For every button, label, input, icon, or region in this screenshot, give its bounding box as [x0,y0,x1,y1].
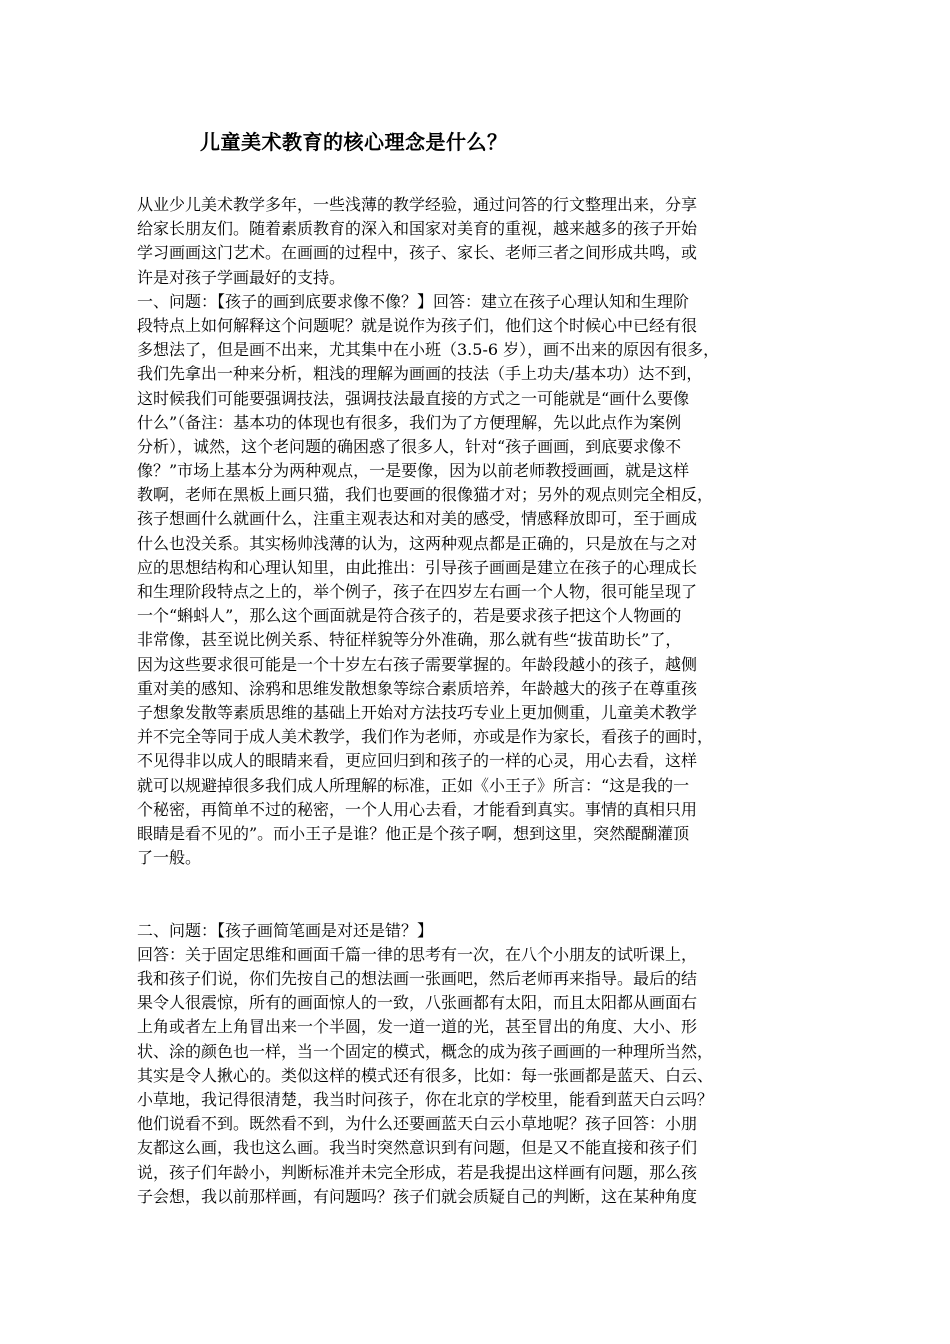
text-line: 多想法了，但是画不出来，尤其集中在小班（3.5-6 岁），画不出来的原因有很多， [137,340,720,360]
text-line: 孩子想画什么就画什么，注重主观表达和对美的感受，情感释放即可，至于画成 [137,509,698,529]
text-line: 二、问题：【孩子画简笔画是对还是错？】 [137,920,434,940]
text-line: 给家长朋友们。随着素质教育的深入和国家对美育的重视，越来越多的孩子开始 [137,219,698,239]
text-line: 眼睛是看不见的”。而小王子是谁？他正是个孩子啊，想到这里，突然醍醐灌顶 [137,823,690,843]
text-line: 重对美的感知、涂鸦和思维发散想象等综合素质培养，年龄越大的孩子在尊重孩 [137,678,698,698]
text-line: 个秘密，再简单不过的秘密，一个人用心去看，才能看到真实。事情的真相只用 [137,799,698,819]
text-line: 因为这些要求很可能是一个十岁左右孩子需要掌握的。年龄段越小的孩子，越侧 [137,654,698,674]
text-line: 我们先拿出一种来分析，粗浅的理解为画画的技法（手上功夫/基本功）达不到， [137,364,703,384]
text-line: 分析），诚然，这个老问题的确困惑了很多人，针对“孩子画画，到底要求像不 [137,436,682,456]
text-line: 段特点上如何解释这个问题呢？就是说作为孩子们，他们这个时候心中已经有很 [137,315,698,335]
document-title: 儿童美术教育的核心理念是什么？ [200,130,508,154]
text-line: 我和孩子们说，你们先按自己的想法画一张画吧，然后老师再来指导。最后的结 [137,969,698,989]
text-line: 其实是令人揪心的。类似这样的模式还有很多，比如：每一张画都是蓝天、白云、 [137,1065,714,1085]
text-line: 了一般。 [137,848,202,868]
text-line: 什么也没关系。其实杨帅浅薄的认为，这两种观点都是正确的，只是放在与之对 [137,533,698,553]
text-line: 像？”市场上基本分为两种观点，一是要像，因为以前老师教授画画，就是这样 [137,461,690,481]
text-line: 学习画画这门艺术。在画画的过程中，孩子、家长、老师三者之间形成共鸣，或 [137,243,698,263]
paragraph-gap [137,870,827,918]
text-line: 并不完全等同于成人美术教学，我们作为老师，亦或是作为家长，看孩子的画时， [137,727,714,747]
text-line: 果令人很震惊，所有的画面惊人的一致，八张画都有太阳，而且太阳都从画面右 [137,993,698,1013]
document-body [137,193,827,1209]
intro-paragraph [137,193,827,290]
text-line: 应的思想结构和心理认知里，由此推出：引导孩子画画是建立在孩子的心理成长 [137,557,698,577]
text-line: 他们说看不到。既然看不到，为什么还要画蓝天白云小草地呢？孩子回答：小朋 [137,1114,698,1134]
text-line: 就可以规避掉很多我们成人所理解的标准，正如《小王子》所言：“这是我的一 [137,775,690,795]
text-line: 教啊，老师在黑板上画只猫，我们也要画的很像猫才对；另外的观点则完全相反， [137,485,714,505]
text-line: 从业少儿美术教学多年，一些浅薄的教学经验，通过问答的行文整理出来，分享 [137,195,698,214]
text-line: 子会想，我以前那样画，有问题吗？孩子们就会质疑自己的判断，这在某种角度 [137,1186,698,1206]
section-2-paragraph [137,919,827,1209]
text-line: 一个“蝌蚪人”，那么这个画面就是符合孩子的，若是要求孩子把这个人物画的 [137,606,682,626]
section-1-paragraph [137,290,827,871]
text-line: 回答：关于固定思维和画面千篇一律的思考有一次，在八个小朋友的试听课上， [137,944,698,964]
text-line: 什么”（备注：基本功的体现也有很多，我们为了方便理解，先以此点作为案例 [137,412,682,432]
text-line: 上角或者左上角冒出来一个半圆，发一道一道的光，甚至冒出的角度、大小、形 [137,1017,698,1037]
text-line: 非常像，甚至说比例关系、特征样貌等分外准确，那么就有些“拔苗助长”了， [137,630,682,650]
text-line: 说，孩子们年龄小，判断标准并未完全形成，若是我提出这样画有问题，那么孩 [137,1162,698,1182]
text-line: 状、涂的颜色也一样，当一个固定的模式，概念的成为孩子画画的一种理所当然， [137,1041,714,1061]
text-line: 这时候我们可能要强调技法，强调技法最直接的方式之一可能就是“画什么要像 [137,388,690,408]
text-line: 和生理阶段特点之上的，举个例子，孩子在四岁左右画一个人物，很可能呈现了 [137,582,698,601]
text-line: 不见得非以成人的眼睛来看，更应回归到和孩子的一样的心灵，用心去看，这样 [137,751,698,771]
text-line: 小草地，我记得很清楚，我当时问孩子，你在北京的学校里，能看到蓝天白云吗？ [137,1089,714,1109]
text-line: 一、问题：【孩子的画到底要求像不像？】回答：建立在孩子心理认知和生理阶 [137,291,690,311]
text-line: 子想象发散等素质思维的基础上开始对方法技巧专业上更加侧重，儿童美术教学 [137,702,698,722]
text-line: 友都这么画，我也这么画。我当时突然意识到有问题，但是又不能直接和孩子们 [137,1138,698,1158]
text-line: 许是对孩子学画最好的支持。 [137,267,346,287]
